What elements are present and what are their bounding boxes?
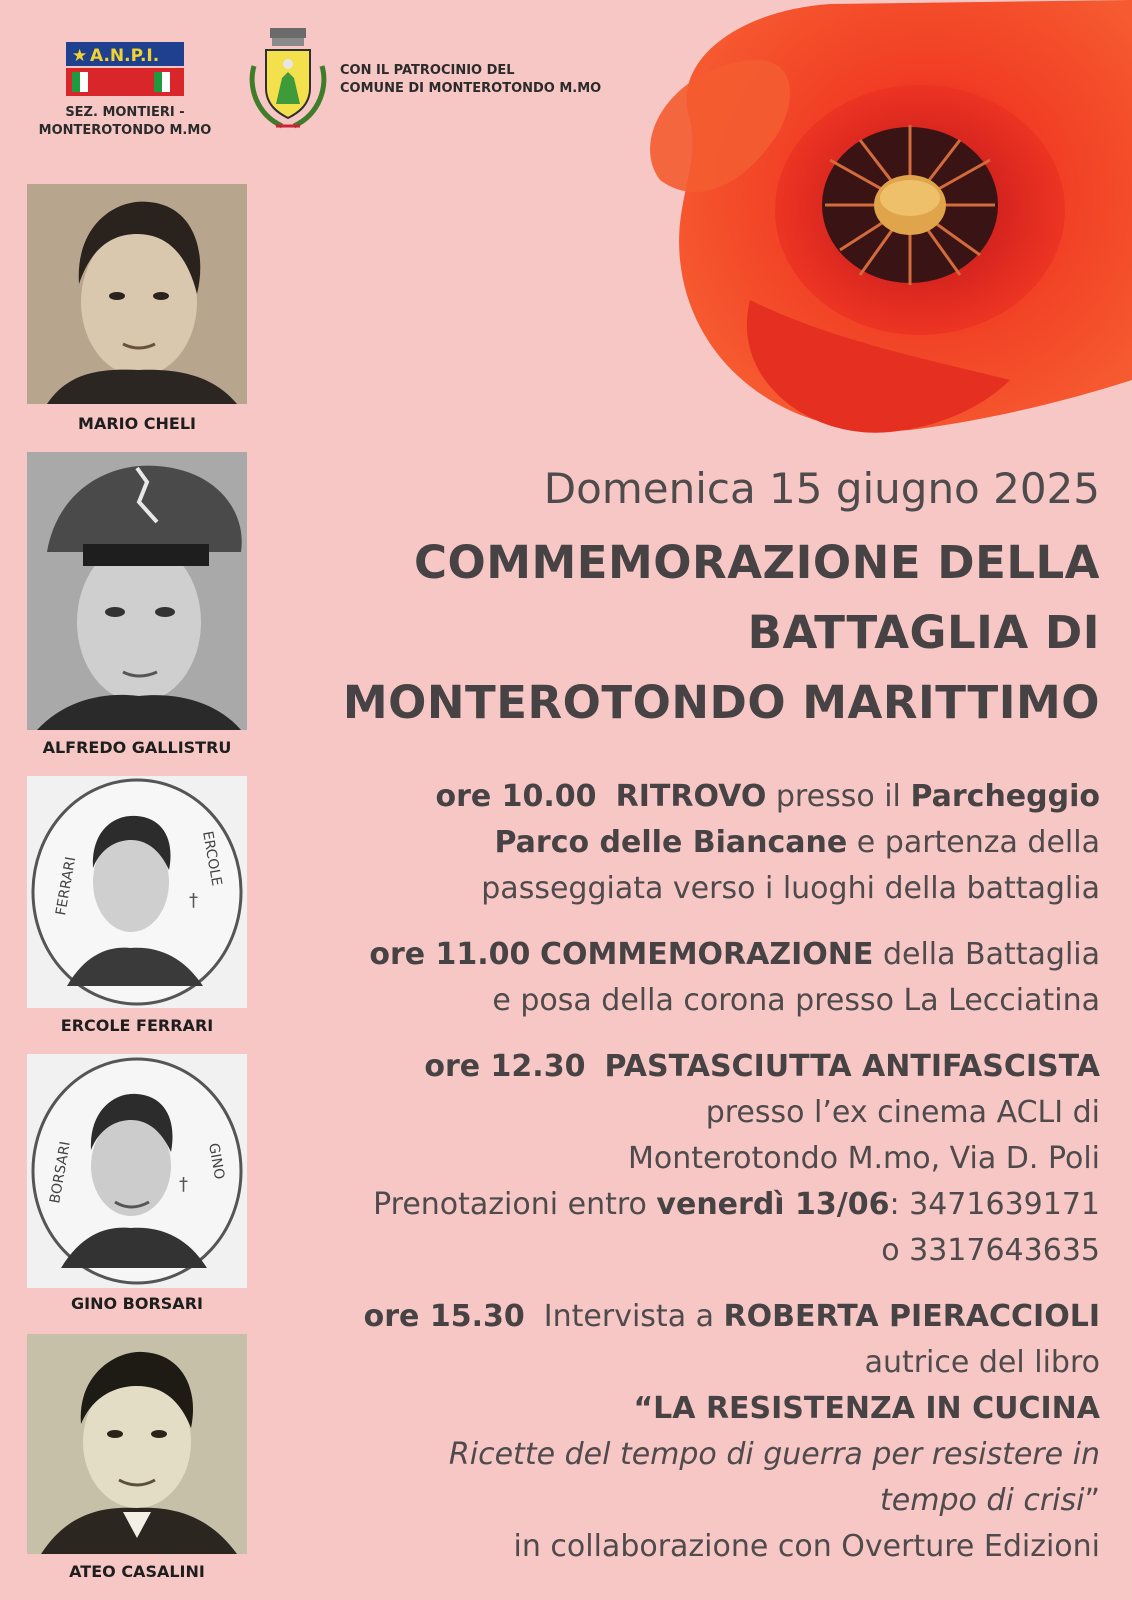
schedule-3-phone1: : 3471639171 (889, 1187, 1100, 1222)
schedule-1-line2 (495, 820, 1101, 866)
svg-text:†: † (189, 890, 198, 911)
svg-text:†: † (179, 1174, 188, 1195)
anpi-section-line1: SEZ. MONTIERI - (65, 105, 185, 120)
schedule-4-text1: Intervista a (543, 1299, 714, 1334)
schedule-4-subtitle1: Ricette del tempo di guerra per resistere in (448, 1437, 1100, 1472)
anpi-section-line2: MONTEROTONDO M.MO (38, 123, 212, 138)
schedule-2-line1 (369, 932, 1100, 978)
schedule-1-line3: passeggiata verso i luoghi della battaglia (481, 871, 1100, 906)
schedule-1-line1 (435, 774, 1100, 820)
schedule-3-line4 (373, 1182, 1100, 1228)
schedule-1-text1: presso il (775, 779, 901, 814)
schedule-3-phone2: o 3317643635 (881, 1233, 1100, 1268)
portrait-photo-gino-borsari (27, 1054, 247, 1288)
event-date: Domenica 15 giugno 2025 (543, 464, 1100, 513)
comune-crest-icon (246, 26, 330, 134)
anpi-logo (66, 42, 184, 96)
schedule-4-book-title-text: “LA RESISTENZA IN CUCINA (633, 1391, 1100, 1426)
svg-text:GINO: GINO (205, 1141, 228, 1181)
event-title-line3: MONTEROTONDO MARITTIMO (342, 676, 1100, 729)
schedule-4-author: ROBERTA PIERACCIOLI (723, 1299, 1100, 1334)
patrocinio-line1: CON IL PATROCINIO DEL (340, 63, 515, 78)
patrocinio-line2: COMUNE DI MONTEROTONDO M.MO (340, 81, 602, 96)
portrait-name-ercole-ferrari: ERCOLE FERRARI (60, 1016, 214, 1035)
portrait-name-alfredo-gallistru: ALFREDO GALLISTRU (42, 738, 232, 757)
svg-text:ERCOLE: ERCOLE (199, 829, 225, 888)
schedule-3-line3: Monterotondo M.mo, Via D. Poli (628, 1141, 1100, 1176)
patrocinio-label (340, 62, 601, 98)
portrait-photo-ercole-ferrari (27, 776, 247, 1008)
schedule-4-close-quote: ” (1084, 1483, 1100, 1518)
portrait-name-mario-cheli: MARIO CHELI (78, 414, 196, 433)
poppy-flower-image (630, 0, 1132, 440)
schedule-3-line2: presso l’ex cinema ACLI di (705, 1095, 1100, 1130)
schedule-1-place1: Parcheggio (910, 779, 1100, 814)
portrait-photo-mario-cheli (27, 184, 247, 404)
portrait-photo-alfredo-gallistru (27, 452, 247, 730)
event-title-line2: BATTAGLIA DI (747, 606, 1100, 659)
schedule-3-title: PASTASCIUTTA ANTIFASCISTA (604, 1049, 1100, 1084)
schedule-3-time: ore 12.30 (424, 1049, 586, 1084)
event-title-line1: COMMEMORAZIONE DELLA (413, 536, 1100, 589)
schedule-3-deadline: venerdì 13/06 (656, 1187, 890, 1222)
anpi-section-label (20, 104, 230, 140)
schedule-3-text3: Prenotazioni entro (373, 1187, 647, 1222)
schedule-2-title: COMMEMORAZIONE (539, 937, 874, 972)
schedule-1-title: RITROVO (615, 779, 767, 814)
schedule-4-subtitle-line2 (880, 1478, 1100, 1524)
portrait-photo-ateo-casalini (27, 1334, 247, 1554)
portrait-name-ateo-casalini: ATEO CASALINI (69, 1562, 205, 1581)
schedule-2-text1: della Battaglia (882, 937, 1100, 972)
schedule-1-text2: e partenza della (856, 825, 1100, 860)
svg-text:★: ★ (72, 46, 88, 66)
portrait-name-gino-borsari: GINO BORSARI (71, 1294, 203, 1313)
schedule-4-time: ore 15.30 (363, 1299, 525, 1334)
svg-text:A.N.P.I.: A.N.P.I. (90, 46, 160, 66)
schedule-4-subtitle2: tempo di crisi (880, 1483, 1085, 1518)
svg-text:FERRARI: FERRARI (53, 855, 80, 917)
svg-text:BORSARI: BORSARI (47, 1140, 74, 1205)
schedule-1-time: ore 10.00 (435, 779, 597, 814)
schedule-4-subtitle-line1 (449, 1432, 1100, 1478)
schedule-4-book-title (633, 1386, 1100, 1432)
schedule-1-place2: Parco delle Biancane (494, 825, 848, 860)
schedule-4-line1 (364, 1294, 1100, 1340)
schedule-3-line1 (424, 1044, 1100, 1090)
schedule-4-line-collab: in collaborazione con Overture Edizioni (513, 1529, 1100, 1564)
schedule-2-time: ore 11.00 (369, 937, 531, 972)
schedule-2-line2: e posa della corona presso La Lecciatina (492, 983, 1100, 1018)
schedule-4-line2: autrice del libro (864, 1345, 1100, 1380)
